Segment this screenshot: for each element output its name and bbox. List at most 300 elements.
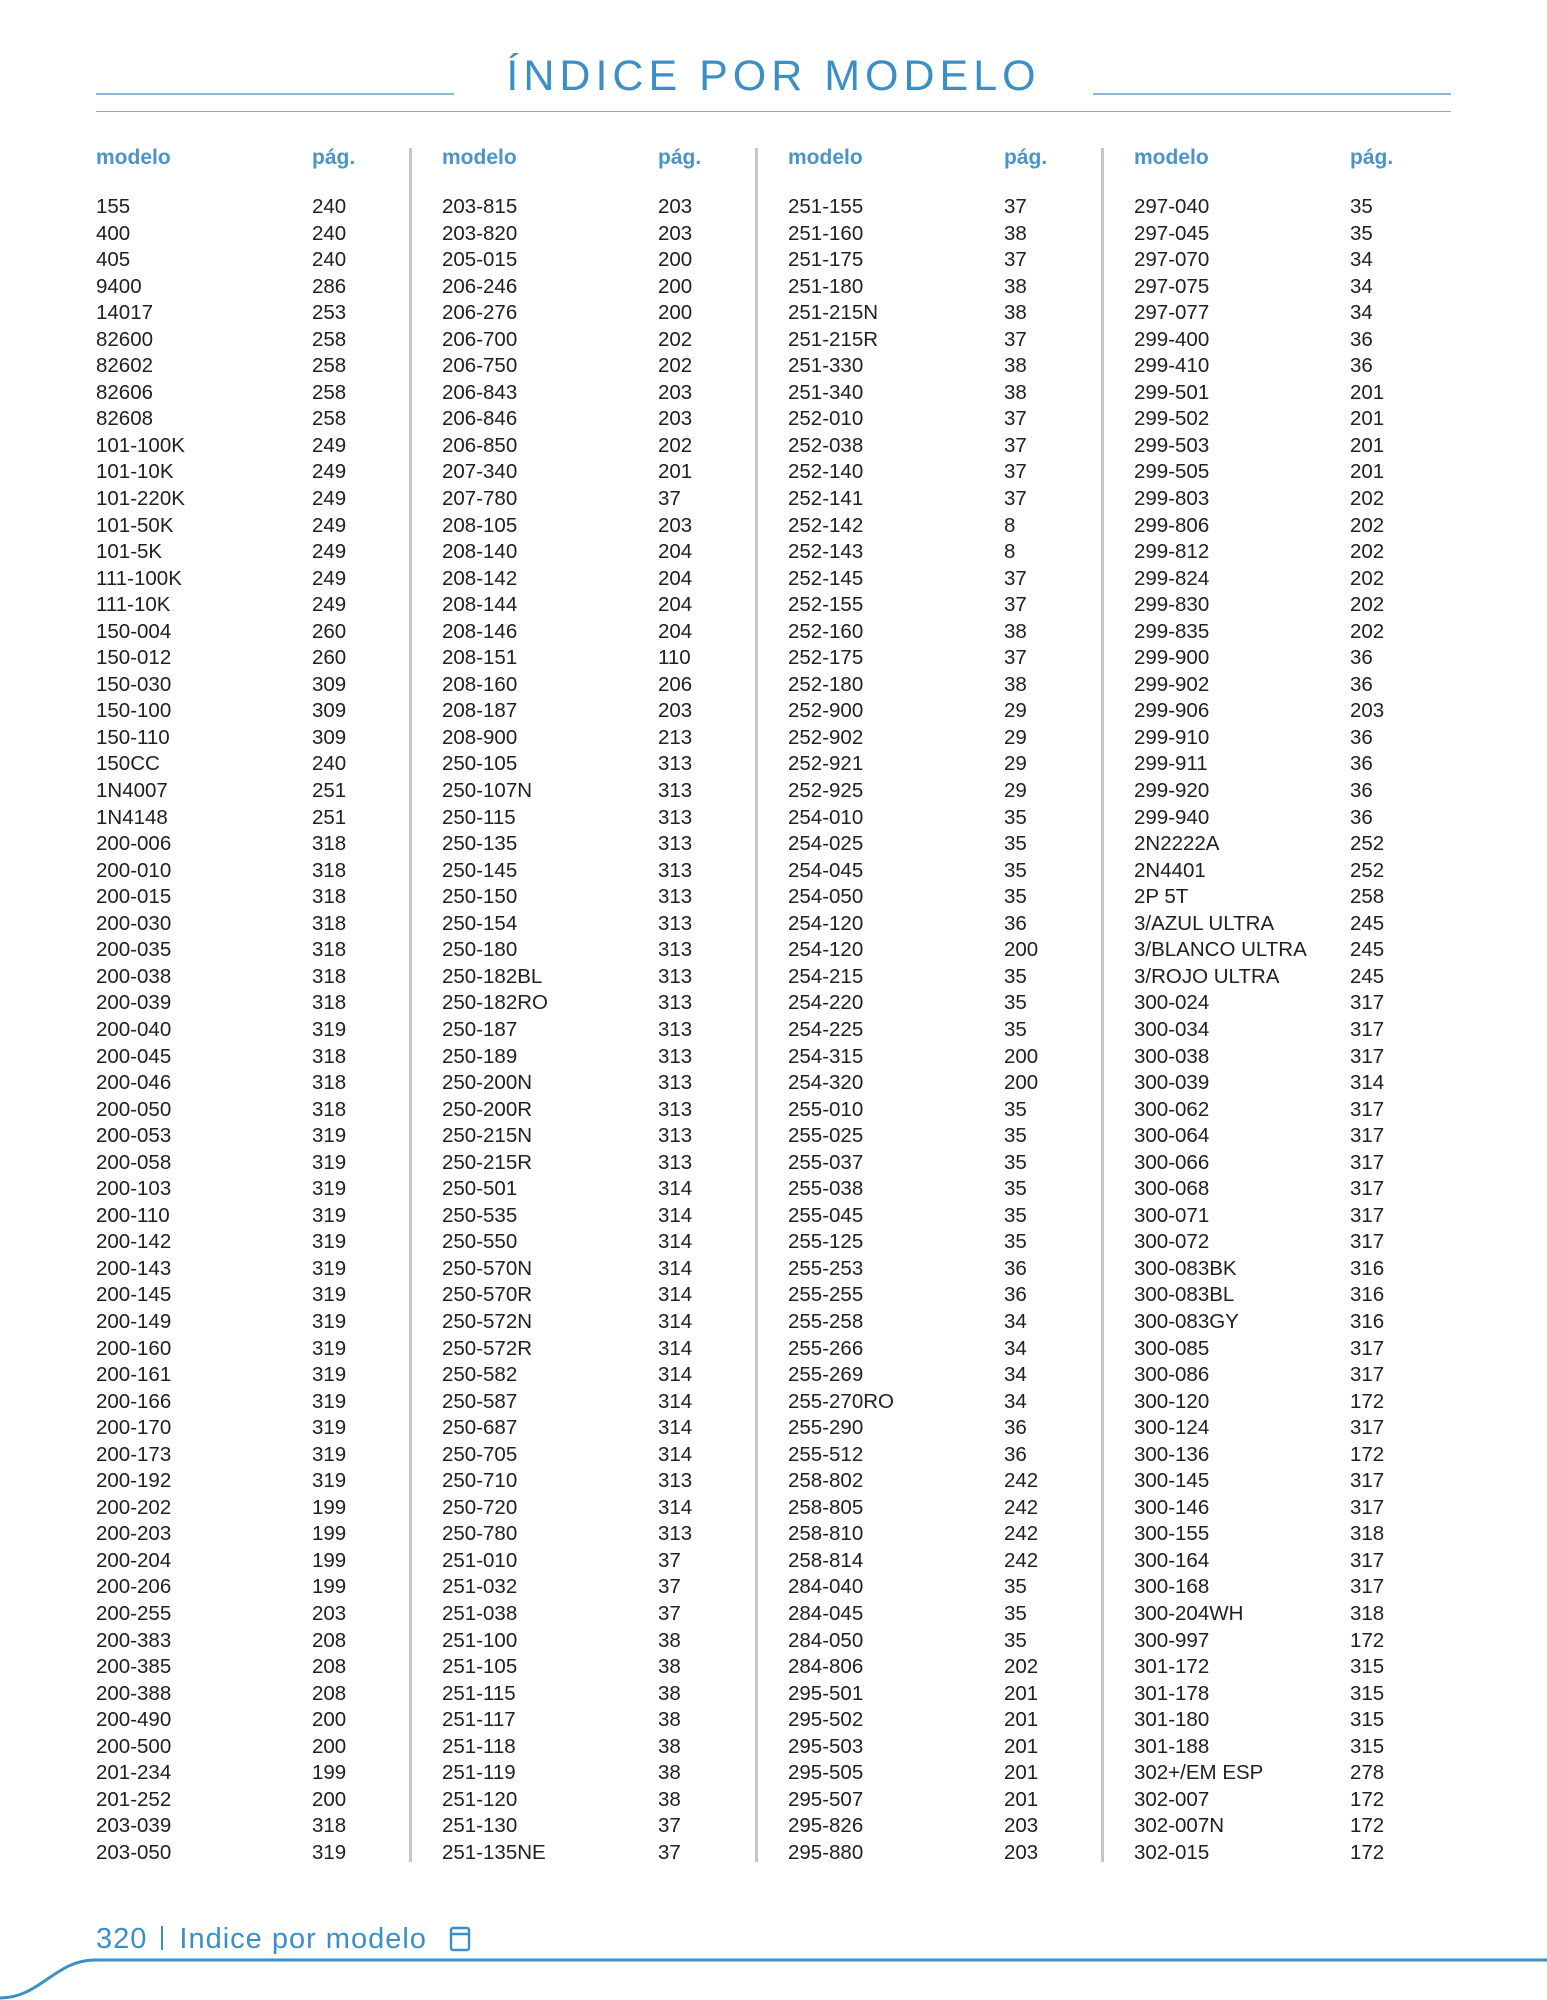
page-cell: 319 — [312, 1442, 347, 1466]
table-row — [1134, 725, 1434, 752]
page-cell: 249 — [312, 487, 347, 511]
page-cell: 318 — [312, 938, 347, 962]
model-cell: 250-570N — [442, 1256, 533, 1280]
model-cell: 150-100 — [96, 699, 172, 723]
model-cell: 200-206 — [96, 1575, 172, 1599]
model-header: modelo — [96, 146, 171, 169]
page-cell: 318 — [1350, 1601, 1385, 1625]
page-cell: 317 — [1350, 1363, 1385, 1387]
page-cell: 313 — [658, 805, 693, 829]
table-row — [1134, 1654, 1434, 1681]
page-cell: 203 — [1004, 1840, 1039, 1864]
table-row — [788, 1309, 1088, 1336]
rows — [788, 194, 1088, 1866]
page-cell: 317 — [1350, 1044, 1385, 1068]
table-row — [788, 831, 1088, 858]
table-row — [788, 1468, 1088, 1495]
model-cell: 208-144 — [442, 593, 518, 617]
table-row — [96, 1097, 396, 1124]
model-cell: 205-015 — [442, 248, 518, 272]
table-row — [442, 1282, 742, 1309]
table-row — [96, 964, 396, 991]
model-cell: 251-120 — [442, 1787, 518, 1811]
model-cell: 3/BLANCO ULTRA — [1134, 938, 1307, 962]
table-row — [1134, 380, 1434, 407]
page-cell: 249 — [312, 540, 347, 564]
table-row — [96, 1203, 396, 1230]
table-row — [442, 1070, 742, 1097]
model-cell: 254-120 — [788, 911, 864, 935]
model-cell: 301-172 — [1134, 1655, 1210, 1679]
model-cell: 251-118 — [442, 1734, 516, 1758]
page-cell: 202 — [1004, 1655, 1039, 1679]
page-cell: 8 — [1004, 513, 1016, 537]
footer-divider — [161, 1926, 163, 1950]
page-cell: 249 — [312, 433, 347, 457]
model-cell: 299-503 — [1134, 433, 1210, 457]
model-cell: 111-100K — [96, 566, 182, 590]
model-cell: 3/AZUL ULTRA — [1134, 911, 1275, 935]
model-cell: 250-182BL — [442, 964, 543, 988]
page-cell: 35 — [1004, 858, 1027, 882]
page-cell: 258 — [312, 327, 347, 351]
model-cell: 254-315 — [788, 1044, 864, 1068]
table-row — [442, 1389, 742, 1416]
page-cell: 314 — [658, 1442, 693, 1466]
model-cell: 250-710 — [442, 1469, 518, 1493]
model-cell: 255-125 — [788, 1230, 864, 1254]
model-cell: 111-10K — [96, 593, 171, 617]
model-cell: 295-826 — [788, 1814, 864, 1838]
model-cell: 299-835 — [1134, 619, 1210, 643]
page-cell: 36 — [1350, 805, 1373, 829]
page-cell: 317 — [1350, 1548, 1385, 1572]
table-row — [1134, 1176, 1434, 1203]
table-row — [1134, 1707, 1434, 1734]
page-cell: 172 — [1350, 1840, 1385, 1864]
page-cell: 36 — [1350, 779, 1373, 803]
page-cell: 38 — [658, 1681, 681, 1705]
table-row — [788, 380, 1088, 407]
model-cell: 200-161 — [96, 1363, 172, 1387]
model-cell: 200-383 — [96, 1628, 172, 1652]
page-cell: 172 — [1350, 1787, 1385, 1811]
model-cell: 251-215N — [788, 301, 879, 325]
table-row — [788, 1654, 1088, 1681]
page-cell: 260 — [312, 619, 347, 643]
table-row — [788, 698, 1088, 725]
page-cell: 316 — [1350, 1256, 1385, 1280]
table-row — [96, 513, 396, 540]
model-cell: 252-142 — [788, 513, 864, 537]
model-cell: 297-075 — [1134, 274, 1210, 298]
model-cell: 250-135 — [442, 832, 518, 856]
model-cell: 206-843 — [442, 380, 518, 404]
table-row — [788, 990, 1088, 1017]
page-cell: 36 — [1350, 646, 1373, 670]
model-cell: 284-040 — [788, 1575, 864, 1599]
model-cell: 150-030 — [96, 672, 172, 696]
column-separator — [755, 148, 758, 1862]
model-cell: 200-149 — [96, 1309, 172, 1333]
table-row — [442, 884, 742, 911]
model-cell: 200-039 — [96, 991, 172, 1015]
page-cell: 37 — [1004, 566, 1027, 590]
page-cell: 313 — [658, 832, 693, 856]
page-cell: 251 — [312, 779, 347, 803]
page-cell: 37 — [658, 1814, 681, 1838]
model-cell: 200-142 — [96, 1230, 172, 1254]
model-cell: 206-700 — [442, 327, 518, 351]
model-cell: 251-160 — [788, 221, 864, 245]
page-cell: 204 — [658, 540, 693, 564]
table-row — [1134, 672, 1434, 699]
page-cell: 319 — [312, 1283, 347, 1307]
page-cell: 34 — [1004, 1389, 1027, 1413]
page-cell: 200 — [312, 1787, 347, 1811]
page-cell: 245 — [1350, 938, 1385, 962]
page-cell: 249 — [312, 513, 347, 537]
table-row — [1134, 1282, 1434, 1309]
table-row — [442, 513, 742, 540]
page-cell: 249 — [312, 593, 347, 617]
page-cell: 37 — [1004, 593, 1027, 617]
page-cell: 318 — [312, 964, 347, 988]
model-cell: 250-705 — [442, 1442, 518, 1466]
table-row — [788, 1044, 1088, 1071]
table-row — [788, 751, 1088, 778]
table-row — [1134, 1256, 1434, 1283]
table-row — [442, 1176, 742, 1203]
page-cell: 319 — [312, 1363, 347, 1387]
model-cell: 255-290 — [788, 1416, 864, 1440]
page-cell: 202 — [1350, 540, 1385, 564]
table-row — [96, 1415, 396, 1442]
page-cell: 36 — [1004, 1416, 1027, 1440]
page-cell: 319 — [312, 1469, 347, 1493]
page-cell: 201 — [1350, 433, 1385, 457]
page-cell: 37 — [1004, 195, 1027, 218]
table-row — [788, 1336, 1088, 1363]
model-cell: 150-012 — [96, 646, 172, 670]
page-cell: 314 — [658, 1177, 693, 1201]
table-row — [96, 1734, 396, 1761]
page-cell: 202 — [658, 327, 693, 351]
model-cell: 299-502 — [1134, 407, 1210, 431]
page-cell: 317 — [1350, 1336, 1385, 1360]
table-row — [1134, 592, 1434, 619]
model-cell: 300-062 — [1134, 1097, 1210, 1121]
table-row — [442, 1628, 742, 1655]
table-row — [788, 1760, 1088, 1787]
page-cell: 317 — [1350, 1495, 1385, 1519]
table-row — [1134, 619, 1434, 646]
page-cell: 249 — [312, 566, 347, 590]
model-cell: 207-780 — [442, 487, 518, 511]
model-cell: 252-143 — [788, 540, 864, 564]
model-cell: 200-103 — [96, 1177, 172, 1201]
page-cell: 36 — [1004, 1256, 1027, 1280]
table-row — [96, 353, 396, 380]
table-row — [96, 1681, 396, 1708]
page-cell: 318 — [1350, 1522, 1385, 1546]
table-row — [442, 539, 742, 566]
table-row — [788, 1389, 1088, 1416]
page-cell: 316 — [1350, 1309, 1385, 1333]
table-row — [1134, 964, 1434, 991]
page-title: ÍNDICE POR MODELO — [506, 52, 1041, 100]
table-row — [442, 1229, 742, 1256]
table-row — [788, 1123, 1088, 1150]
model-cell: 299-940 — [1134, 805, 1210, 829]
table-row — [96, 1521, 396, 1548]
model-cell: 255-269 — [788, 1363, 864, 1387]
page-cell: 37 — [658, 1601, 681, 1625]
page-cell: 203 — [658, 699, 693, 723]
model-cell: 297-045 — [1134, 221, 1210, 245]
page-cell: 200 — [658, 274, 693, 298]
model-cell: 252-160 — [788, 619, 864, 643]
model-cell: 301-178 — [1134, 1681, 1210, 1705]
table-row — [788, 911, 1088, 938]
table-row — [442, 831, 742, 858]
column-header — [1134, 146, 1434, 186]
table-row — [788, 964, 1088, 991]
page-cell: 34 — [1004, 1363, 1027, 1387]
table-row — [96, 327, 396, 354]
model-cell: 101-50K — [96, 513, 174, 537]
table-row — [788, 1601, 1088, 1628]
table-row — [1134, 1734, 1434, 1761]
page-cell: 318 — [312, 832, 347, 856]
table-row — [788, 937, 1088, 964]
table-row — [96, 1495, 396, 1522]
model-cell: 295-503 — [788, 1734, 864, 1758]
page-cell: 318 — [312, 1814, 347, 1838]
table-row — [1134, 247, 1434, 274]
model-cell: 208-151 — [442, 646, 518, 670]
model-cell: 254-225 — [788, 1017, 864, 1041]
table-row — [442, 1415, 742, 1442]
model-cell: 252-180 — [788, 672, 864, 696]
table-row — [1134, 645, 1434, 672]
page-cell: 29 — [1004, 699, 1027, 723]
page-cell: 242 — [1004, 1522, 1039, 1546]
table-row — [442, 1574, 742, 1601]
page-cell: 202 — [1350, 487, 1385, 511]
page-cell: 201 — [1350, 380, 1385, 404]
page-cell: 34 — [1004, 1336, 1027, 1360]
page-header: pág. — [1350, 146, 1394, 169]
page-cell: 37 — [658, 1840, 681, 1864]
page-cell: 319 — [312, 1416, 347, 1440]
table-row — [1134, 831, 1434, 858]
table-row — [96, 778, 396, 805]
model-cell: 9400 — [96, 274, 142, 298]
table-row — [96, 1574, 396, 1601]
page-cell: 313 — [658, 991, 693, 1015]
table-row — [788, 805, 1088, 832]
page-cell: 240 — [312, 248, 347, 272]
model-cell: 250-572N — [442, 1309, 533, 1333]
column-header — [442, 146, 742, 186]
page-cell: 34 — [1350, 301, 1373, 325]
table-row — [788, 1521, 1088, 1548]
model-cell: 300-039 — [1134, 1071, 1210, 1095]
table-row — [96, 645, 396, 672]
model-cell: 203-820 — [442, 221, 518, 245]
table-row — [1134, 1150, 1434, 1177]
rows — [442, 194, 742, 1866]
table-row — [788, 539, 1088, 566]
model-cell: 250-535 — [442, 1203, 518, 1227]
table-row — [1134, 1628, 1434, 1655]
model-cell: 200-160 — [96, 1336, 172, 1360]
page-cell: 258 — [312, 380, 347, 404]
model-cell: 300-066 — [1134, 1150, 1210, 1174]
table-row — [788, 1734, 1088, 1761]
page-cell: 318 — [312, 858, 347, 882]
model-cell: 251-119 — [442, 1761, 516, 1785]
table-row — [442, 221, 742, 248]
table-row — [96, 937, 396, 964]
page-number: 320 — [96, 1923, 148, 1955]
page-cell: 172 — [1350, 1442, 1385, 1466]
table-row — [96, 566, 396, 593]
model-cell: 302+/EM ESP — [1134, 1761, 1264, 1785]
table-row — [788, 1362, 1088, 1389]
page-cell: 35 — [1004, 885, 1027, 909]
table-row — [96, 1548, 396, 1575]
model-cell: 300-072 — [1134, 1230, 1210, 1254]
model-cell: 251-010 — [442, 1548, 518, 1572]
page-cell: 314 — [658, 1416, 693, 1440]
model-cell: 254-050 — [788, 885, 864, 909]
page-cell: 245 — [1350, 964, 1385, 988]
page-cell: 37 — [658, 487, 681, 511]
table-row — [96, 1840, 396, 1867]
page-cell: 35 — [1004, 1124, 1027, 1148]
table-row — [442, 1707, 742, 1734]
page-cell: 318 — [312, 991, 347, 1015]
model-cell: 150CC — [96, 752, 160, 776]
page-cell: 203 — [1004, 1814, 1039, 1838]
table-row — [96, 300, 396, 327]
model-cell: 297-070 — [1134, 248, 1210, 272]
model-cell: 255-253 — [788, 1256, 864, 1280]
model-cell: 299-902 — [1134, 672, 1210, 696]
model-header: modelo — [442, 146, 517, 169]
table-row — [442, 1654, 742, 1681]
page-cell: 314 — [1350, 1071, 1385, 1095]
model-cell: 284-806 — [788, 1655, 864, 1679]
table-row — [442, 1734, 742, 1761]
page-cell: 204 — [658, 593, 693, 617]
table-row — [442, 698, 742, 725]
table-row — [96, 805, 396, 832]
table-row — [1134, 1389, 1434, 1416]
table-row — [96, 1229, 396, 1256]
model-cell: 82600 — [96, 327, 154, 351]
table-row — [1134, 406, 1434, 433]
model-cell: 300-083BL — [1134, 1283, 1235, 1307]
table-row — [442, 1309, 742, 1336]
model-cell: 206-846 — [442, 407, 518, 431]
page-cell: 278 — [1350, 1761, 1385, 1785]
table-row — [1134, 778, 1434, 805]
table-row — [788, 1097, 1088, 1124]
table-row — [96, 1017, 396, 1044]
page-cell: 172 — [1350, 1389, 1385, 1413]
title-underline — [96, 111, 1451, 112]
table-row — [96, 1813, 396, 1840]
page-cell: 201 — [1004, 1734, 1039, 1758]
model-cell: 200-170 — [96, 1416, 172, 1440]
table-row — [96, 1176, 396, 1203]
page-cell: 202 — [658, 354, 693, 378]
model-cell: 1N4007 — [96, 779, 168, 803]
page-cell: 203 — [658, 221, 693, 245]
table-row — [96, 1601, 396, 1628]
page-cell: 203 — [658, 195, 693, 218]
page-cell: 35 — [1350, 221, 1373, 245]
page-cell: 313 — [658, 911, 693, 935]
model-cell: 200-173 — [96, 1442, 172, 1466]
page-cell: 258 — [312, 407, 347, 431]
model-cell: 250-215N — [442, 1124, 533, 1148]
page-cell: 319 — [312, 1840, 347, 1864]
model-cell: 254-010 — [788, 805, 864, 829]
page-cell: 313 — [658, 1522, 693, 1546]
model-cell: 250-200N — [442, 1071, 533, 1095]
table-row — [788, 1787, 1088, 1814]
model-cell: 299-824 — [1134, 566, 1210, 590]
model-cell: 250-107N — [442, 779, 533, 803]
table-row — [1134, 1548, 1434, 1575]
table-row — [1134, 433, 1434, 460]
page-cell: 172 — [1350, 1814, 1385, 1838]
page-cell: 315 — [1350, 1655, 1385, 1679]
model-cell: 302-007 — [1134, 1787, 1210, 1811]
table-row — [442, 672, 742, 699]
page-cell: 199 — [312, 1522, 347, 1546]
column-separator — [409, 148, 412, 1862]
page-cell: 35 — [1004, 964, 1027, 988]
model-cell: 252-140 — [788, 460, 864, 484]
rows — [96, 194, 396, 1866]
model-cell: 254-045 — [788, 858, 864, 882]
page-cell: 37 — [1004, 460, 1027, 484]
model-cell: 250-780 — [442, 1522, 518, 1546]
page-cell: 313 — [658, 1469, 693, 1493]
model-cell: 200-040 — [96, 1017, 172, 1041]
page-cell: 313 — [658, 938, 693, 962]
page-cell: 35 — [1004, 1097, 1027, 1121]
model-cell: 250-182RO — [442, 991, 548, 1015]
page-cell: 36 — [1004, 911, 1027, 935]
table-row — [1134, 1336, 1434, 1363]
page-cell: 200 — [1004, 1071, 1039, 1095]
model-cell: 295-501 — [788, 1681, 864, 1705]
table-row — [1134, 274, 1434, 301]
page-cell: 29 — [1004, 752, 1027, 776]
page-cell: 313 — [658, 1017, 693, 1041]
page-cell: 314 — [658, 1203, 693, 1227]
table-row — [1134, 1044, 1434, 1071]
page-cell: 208 — [312, 1681, 347, 1705]
page-cell: 206 — [658, 672, 693, 696]
model-cell: 300-120 — [1134, 1389, 1210, 1413]
